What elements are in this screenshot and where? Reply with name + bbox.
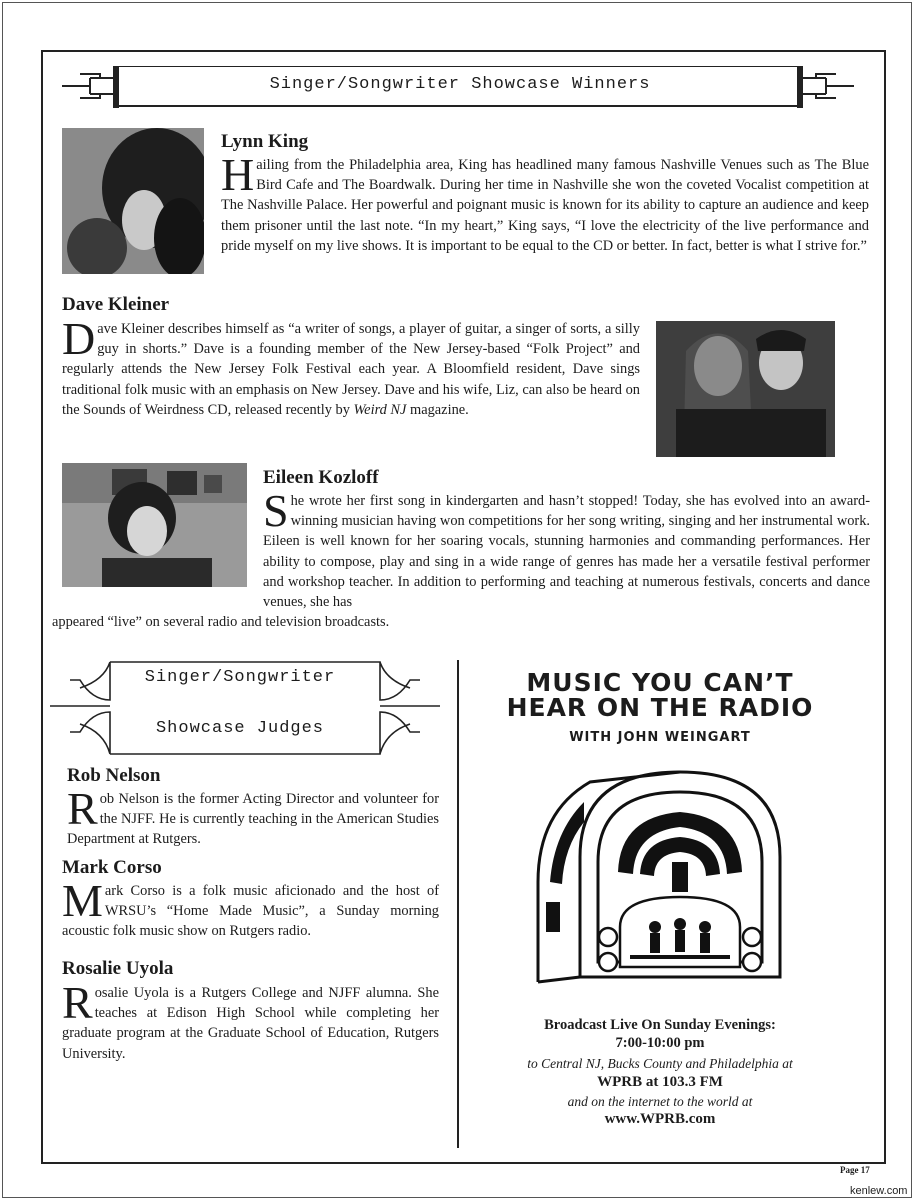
bio-text: ave Kleiner describes himself as “a writer of songs, a player of guitar, a singer of sorts, a silly guy in shorts.” Dave is a founding member of the New Jersey-based “Folk Project” and regularly attends the New Jersey Folk Festival each year. A Bloomfield resident, Dave sings traditional folk music with an emphasis on New Jersey. Dave and his wife, Liz, can also be heard on the Sounds of Weirdness CD, released recently by	[62, 321, 640, 418]
judges-banner-line2: Showcase Judges	[155, 719, 325, 738]
judge-name: Rob Nelson	[67, 765, 161, 786]
dave-kleiner-photo	[656, 321, 835, 457]
eileen-kozloff-photo	[62, 463, 247, 587]
ad-internet: and on the internet to the world at	[567, 1094, 753, 1109]
vintage-radio-illustration	[520, 762, 790, 992]
header-title: Singer/Songwriter Showcase Winners	[269, 75, 651, 94]
ad-coverage: to Central NJ, Bucks County and Philadelphia at	[527, 1056, 793, 1071]
judge-name: Rosalie Uyola	[62, 958, 174, 979]
winner-bio	[221, 149, 869, 256]
drop-cap: M	[62, 875, 103, 926]
ad-subtitle: WITH JOHN WEINGART	[569, 730, 751, 745]
column-divider	[457, 660, 459, 1148]
bio-text: ailing from the Philadelphia area, King has headlined many famous Nashville Venues such as The Blue Bird Cafe and The Boardwalk. During her time in Nashville she won the coveted Vocalist competition at The Nashville Palace. Her powerful and poignant music is known for its ability to capture an audience and keep them prisoner until the last note. “In my heart,” King says, “I love the electricity of the live performance and pride myself on my live shows. It is important to be equal to the CD or better. In fact, better is what I strive for.”	[221, 157, 869, 254]
page-number: Page 17	[840, 1165, 870, 1175]
drop-cap: R	[67, 783, 98, 834]
judge-name: Mark Corso	[62, 857, 162, 878]
judge-bio	[62, 977, 439, 1064]
ad-title-line1: MUSIC YOU CAN’T	[526, 668, 794, 697]
winner-name: Lynn King	[221, 131, 309, 152]
winner-bio-tail: appeared “live” on several radio and television broadcasts.	[52, 614, 390, 630]
ad-url[interactable]: www.WPRB.com	[604, 1111, 716, 1127]
winner-bio	[62, 313, 640, 420]
drop-cap: S	[263, 485, 289, 536]
lynn-king-photo	[62, 128, 204, 274]
drop-cap: H	[221, 149, 255, 200]
judge-bio	[62, 875, 439, 942]
winner-bio	[263, 485, 870, 612]
bio-text: ob Nelson is the former Acting Director and volunteer for the NJFF. He is currently teaching in the American Studies Department at Rutgers.	[67, 791, 439, 848]
ad-broadcast: Broadcast Live On Sunday Evenings:	[544, 1017, 776, 1033]
judge-bio	[67, 783, 439, 850]
winner-name: Dave Kleiner	[62, 294, 170, 315]
ad-station: WPRB at 103.3 FM	[597, 1074, 723, 1090]
bio-text: ark Corso is a folk music aficionado and the host of WRSU’s “Home Made Music”, a Sunday morning acoustic folk music show on Rutgers radio.	[62, 883, 439, 940]
bio-text: he wrote her first song in kindergarten and hasn’t stopped! Today, she has evolved into an award-winning musician having won competitions for her song writing, singing and her instrumental work. Eileen is well known for her soaring vocals, stunning harmonies and commanding performances. Her ability to compose, play and sing in a wide range of genres has made her a versatile festival performer and workshop teacher. In addition to performing and teaching at numerous festivals, concerts and dance venues, she has	[263, 493, 870, 611]
bio-text: osalie Uyola is a Rutgers College and NJFF alumna. She teaches at Edison High School while completing her graduate program at the Graduate School of Education, Rutgers University.	[62, 985, 439, 1062]
bio-italic: Weird NJ	[353, 401, 407, 418]
watermark: kenlew.com	[850, 1185, 908, 1197]
ad-title-line2: HEAR ON THE RADIO	[506, 693, 814, 722]
ad-time: 7:00-10:00 pm	[615, 1035, 705, 1051]
judges-banner-line1: Singer/Songwriter	[144, 668, 336, 687]
drop-cap: R	[62, 977, 93, 1028]
bio-text-end: magazine.	[406, 401, 469, 418]
winner-name: Eileen Kozloff	[263, 467, 379, 488]
drop-cap: D	[62, 313, 96, 364]
